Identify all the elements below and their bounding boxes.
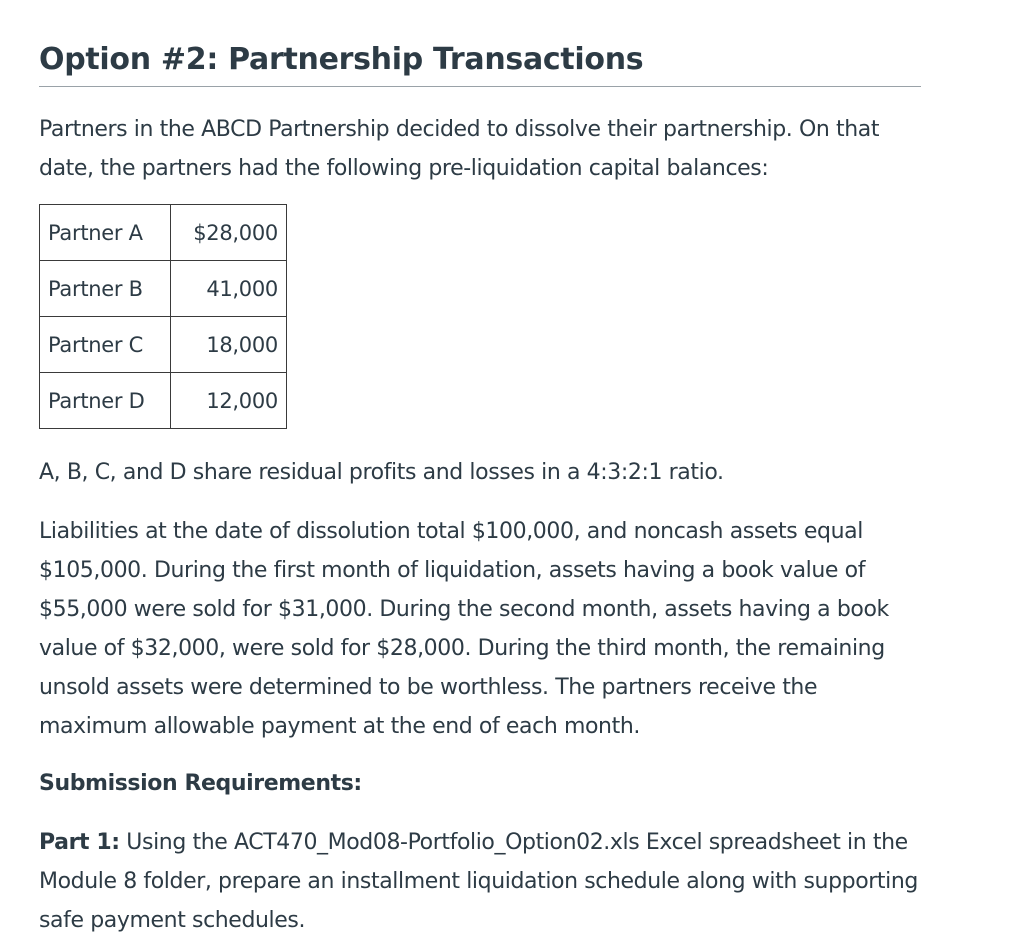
liquidation-details-paragraph: Liabilities at the date of dissolution total $100,000, and noncash assets equal $105,000. During the first month of liquidation, assets having a book value of $55,000 were sold for $31,000. During the second month, assets having a book value of $32,000, were sold for $28,000. During the third month, the remaining unsold assets were determined to be worthless. The partners receive the maximum allowable payment at the end of each month. [39, 519, 889, 739]
partner-name-cell: Partner D [40, 373, 171, 429]
part1-label: Part 1: [39, 830, 120, 855]
ratio-paragraph: A, B, C, and D share residual profits and losses in a 4:3:2:1 ratio. [39, 460, 724, 485]
table-row [40, 317, 287, 373]
table-row [40, 373, 287, 429]
title-divider [39, 86, 921, 87]
capital-balance-cell: 41,000 [171, 261, 287, 317]
submission-heading: Submission Requirements: [39, 771, 362, 796]
capital-balances-table [39, 204, 287, 429]
partner-name-cell: Partner A [40, 205, 171, 261]
page-title: Option #2: Partnership Transactions [39, 42, 644, 77]
partner-name-cell: Partner C [40, 317, 171, 373]
part1-paragraph [39, 823, 919, 940]
partner-name-cell: Partner B [40, 261, 171, 317]
capital-balance-cell: 18,000 [171, 317, 287, 373]
capital-balance-cell: $28,000 [171, 205, 287, 261]
table-row [40, 205, 287, 261]
capital-balance-cell: 12,000 [171, 373, 287, 429]
part1-text: Using the ACT470_Mod08-Portfolio_Option02.xls Excel spreadsheet in the Module 8 folder, prepare an installment liquidation schedule along with supporting safe payment schedules. [39, 830, 918, 933]
intro-paragraph: Partners in the ABCD Partnership decided to dissolve their partnership. On that date, the partners had the following pre-liquidation capital balances: [39, 117, 880, 181]
table-row [40, 261, 287, 317]
